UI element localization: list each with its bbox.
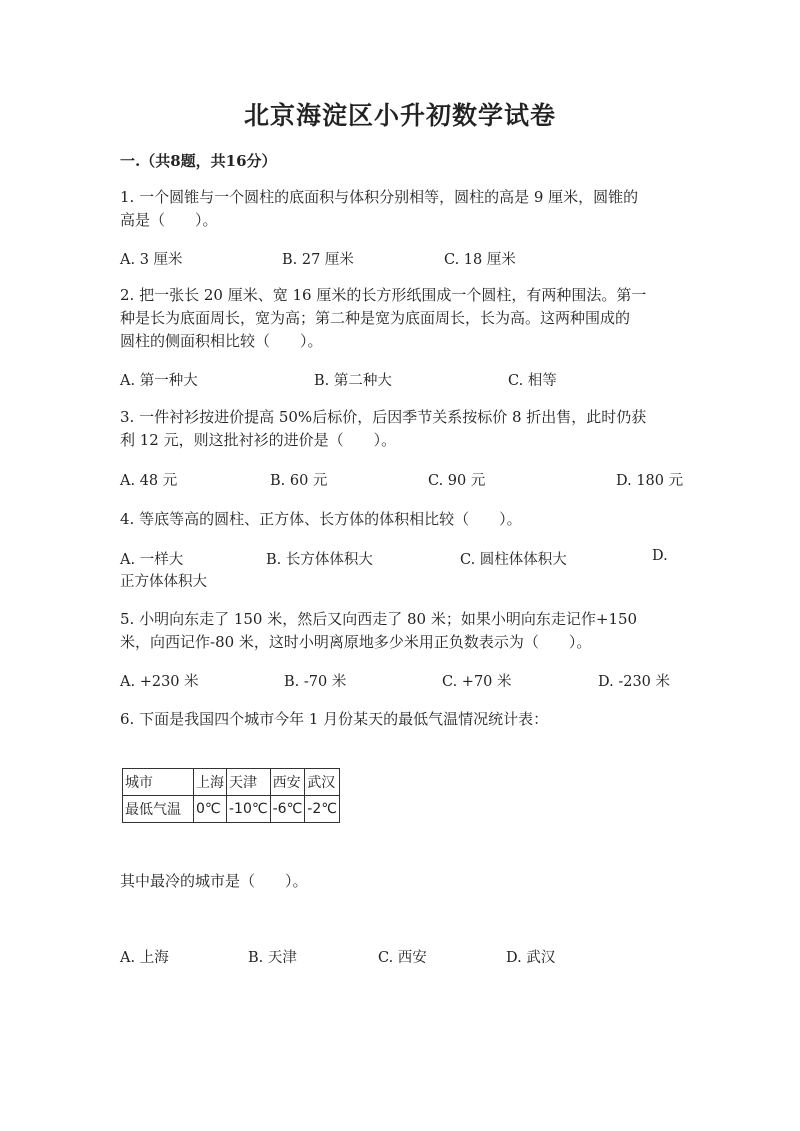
option-b[interactable]: B. 第二种大: [314, 373, 392, 389]
table-cell: 西安: [270, 769, 305, 796]
question-line: 4. 等底等高的圆柱、正方体、长方体的体积相比较（ ）。: [120, 510, 522, 528]
option-a[interactable]: A. +230 米: [120, 674, 199, 690]
option-d-text: 正方体体积大: [120, 574, 207, 590]
option-b[interactable]: B. 长方体体积大: [266, 552, 373, 568]
temperature-table: [122, 768, 340, 823]
table-cell: -2℃: [305, 796, 340, 823]
question-line: 米，向西记作-80 米，这时小明离原地多少米用正负数表示为（ ）。: [120, 633, 592, 651]
question-line: 种是长为底面周长，宽为高；第二种是宽为底面周长，长为高。这两种围成的: [120, 309, 631, 327]
section-heading: 一.（共8题，共16分）: [120, 152, 277, 170]
option-c[interactable]: C. +70 米: [442, 674, 512, 690]
question-3: [120, 406, 680, 452]
question-line: 圆柱的侧面积相比较（ ）。: [120, 332, 323, 350]
question-2-options: [120, 369, 680, 391]
option-a[interactable]: A. 一样大: [120, 552, 184, 568]
question-6-options: [120, 946, 680, 968]
option-c[interactable]: C. 90 元: [428, 473, 486, 489]
table-cell: 最低气温: [123, 796, 194, 823]
table-cell: 0℃: [194, 796, 227, 823]
option-d[interactable]: D. 180 元: [616, 473, 684, 489]
option-b[interactable]: B. 60 元: [270, 473, 328, 489]
table-cell: 武汉: [305, 769, 340, 796]
option-d[interactable]: D. -230 米: [598, 674, 671, 690]
option-b[interactable]: B. -70 米: [284, 674, 347, 690]
table-cell: -6℃: [270, 796, 305, 823]
option-c[interactable]: C. 18 厘米: [444, 252, 516, 268]
option-c[interactable]: C. 西安: [378, 950, 427, 966]
page-title: 北京海淀区小升初数学试卷: [243, 101, 556, 130]
question-line: 6. 下面是我国四个城市今年 1 月份某天的最低气温情况统计表：: [120, 710, 549, 728]
table-cell: 天津: [227, 769, 271, 796]
table-cell: -10℃: [227, 796, 271, 823]
option-b[interactable]: B. 天津: [248, 950, 297, 966]
question-line: 5. 小明向东走了 150 米，然后又向西走了 80 米；如果小明向东走记作+150: [120, 610, 638, 628]
question-1-options: [120, 248, 680, 270]
question-5-options: [120, 670, 680, 692]
table-cell: 上海: [194, 769, 227, 796]
question-4: [120, 508, 680, 531]
option-b[interactable]: B. 27 厘米: [282, 252, 354, 268]
question-line: 3. 一件衬衫按进价提高 50%后标价，后因季节关系按标价 8 折出售，此时仍获: [120, 408, 647, 426]
option-d[interactable]: D.: [652, 548, 668, 564]
question-4-options: [120, 548, 680, 590]
question-line: 高是（ ）。: [120, 211, 218, 229]
question-6: [120, 708, 680, 731]
question-line: 其中最冷的城市是（ ）。: [120, 872, 308, 890]
question-2: [120, 284, 680, 353]
option-a[interactable]: A. 48 元: [120, 473, 178, 489]
question-3-options: [120, 469, 684, 491]
table-header-row: [123, 769, 340, 796]
question-1: [120, 186, 680, 232]
table-cell: 城市: [123, 769, 194, 796]
option-a[interactable]: A. 上海: [120, 950, 169, 966]
question-6-ask: [120, 870, 680, 893]
option-c[interactable]: C. 圆柱体体积大: [460, 552, 567, 568]
option-a[interactable]: A. 3 厘米: [120, 252, 183, 268]
question-5: [120, 608, 680, 654]
option-a[interactable]: A. 第一种大: [120, 373, 198, 389]
table-row: [123, 796, 340, 823]
option-d[interactable]: D. 武汉: [506, 950, 556, 966]
option-c[interactable]: C. 相等: [508, 373, 557, 389]
question-line: 利 12 元，则这批衬衫的进价是（ ）。: [120, 431, 397, 449]
question-line: 2. 把一张长 20 厘米、宽 16 厘米的长方形纸围成一个圆柱，有两种围法。第一: [120, 286, 647, 304]
question-line: 1. 一个圆锥与一个圆柱的底面积与体积分别相等，圆柱的高是 9 厘米，圆锥的: [120, 188, 639, 206]
